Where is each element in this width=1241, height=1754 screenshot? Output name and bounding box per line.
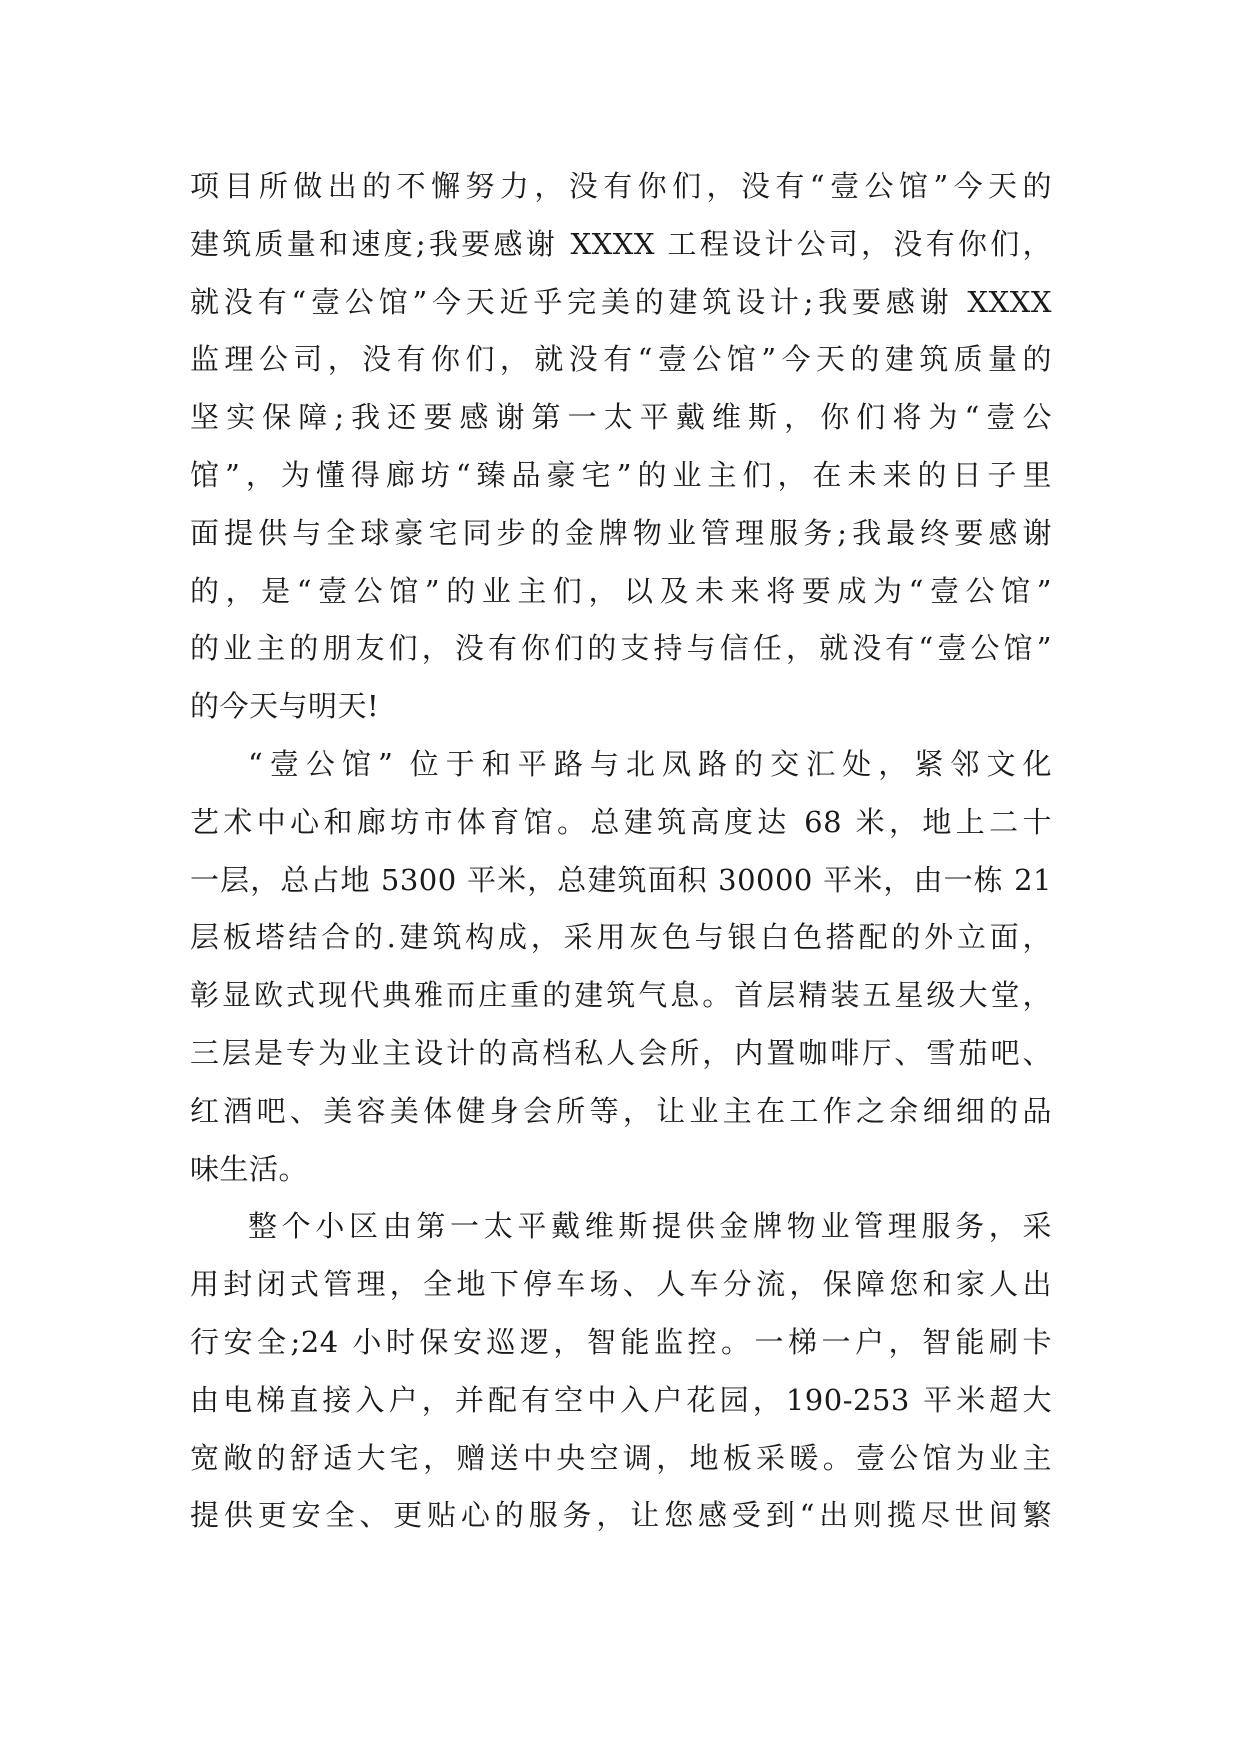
text-line: 由电梯直接入户，并配有空中入户花园，190-253 平米超大	[190, 1382, 1052, 1417]
text-line: 艺术中心和廊坊市体育馆。总建筑高度达 68 米，地上二十	[190, 804, 1052, 839]
text-line: 整个小区由第一太平戴维斯提供金牌物业管理服务，采	[248, 1209, 1052, 1244]
text-line: “壹公馆” 位于和平路与北凤路的交汇处，紧邻文化	[248, 746, 1052, 781]
text-line: 红酒吧、美容美体健身会所等，让业主在工作之余细细的品	[190, 1093, 1052, 1128]
text-line: 行安全;24 小时保安巡逻，智能监控。一梯一户，智能刷卡	[190, 1324, 1052, 1359]
text-line: 就没有“壹公馆”今天近乎完美的建筑设计;我要感谢 XXXX	[190, 284, 1052, 319]
text-line: 用封闭式管理，全地下停车场、人车分流，保障您和家人出	[190, 1267, 1052, 1302]
text-line: 的今天与明天!	[190, 689, 380, 724]
text-line: 监理公司，没有你们，就没有“壹公馆”今天的建筑质量的	[190, 342, 1052, 377]
paragraph-3	[190, 1198, 1052, 1545]
text-line: 一层，总占地 5300 平米，总建筑面积 30000 平米，由一栋 21	[190, 862, 1052, 897]
text-line: 味生活。	[190, 1151, 309, 1186]
text-line: 馆”，为懂得廊坊“臻品豪宅”的业主们，在未来的日子里	[190, 457, 1052, 492]
text-line: 彰显欧式现代典雅而庄重的建筑气息。首层精装五星级大堂，	[190, 978, 1052, 1013]
text-line: 宽敞的舒适大宅，赠送中央空调，地板采暖。壹公馆为业主	[190, 1440, 1052, 1475]
paragraph-2	[190, 736, 1052, 1198]
body-text	[190, 158, 1052, 1545]
text-line: 坚实保障;我还要感谢第一太平戴维斯，你们将为“壹公	[190, 400, 1052, 435]
text-line: 的业主的朋友们，没有你们的支持与信任，就没有“壹公馆”	[190, 631, 1052, 666]
text-line: 的，是“壹公馆”的业主们，以及未来将要成为“壹公馆”	[190, 573, 1052, 608]
paragraph-1	[190, 158, 1052, 736]
text-line: 面提供与全球豪宅同步的金牌物业管理服务;我最终要感谢	[190, 515, 1052, 550]
text-line: 建筑质量和速度;我要感谢 XXXX 工程设计公司，没有你们，	[190, 226, 1052, 261]
text-line: 层板塔结合的.建筑构成，采用灰色与银白色搭配的外立面，	[190, 920, 1052, 955]
text-line: 提供更安全、更贴心的服务，让您感受到“出则揽尽世间繁	[190, 1498, 1052, 1533]
text-line: 项目所做出的不懈努力，没有你们，没有“壹公馆”今天的	[190, 169, 1052, 203]
text-line: 三层是专为业主设计的高档私人会所，内置咖啡厅、雪茄吧、	[190, 1035, 1052, 1070]
